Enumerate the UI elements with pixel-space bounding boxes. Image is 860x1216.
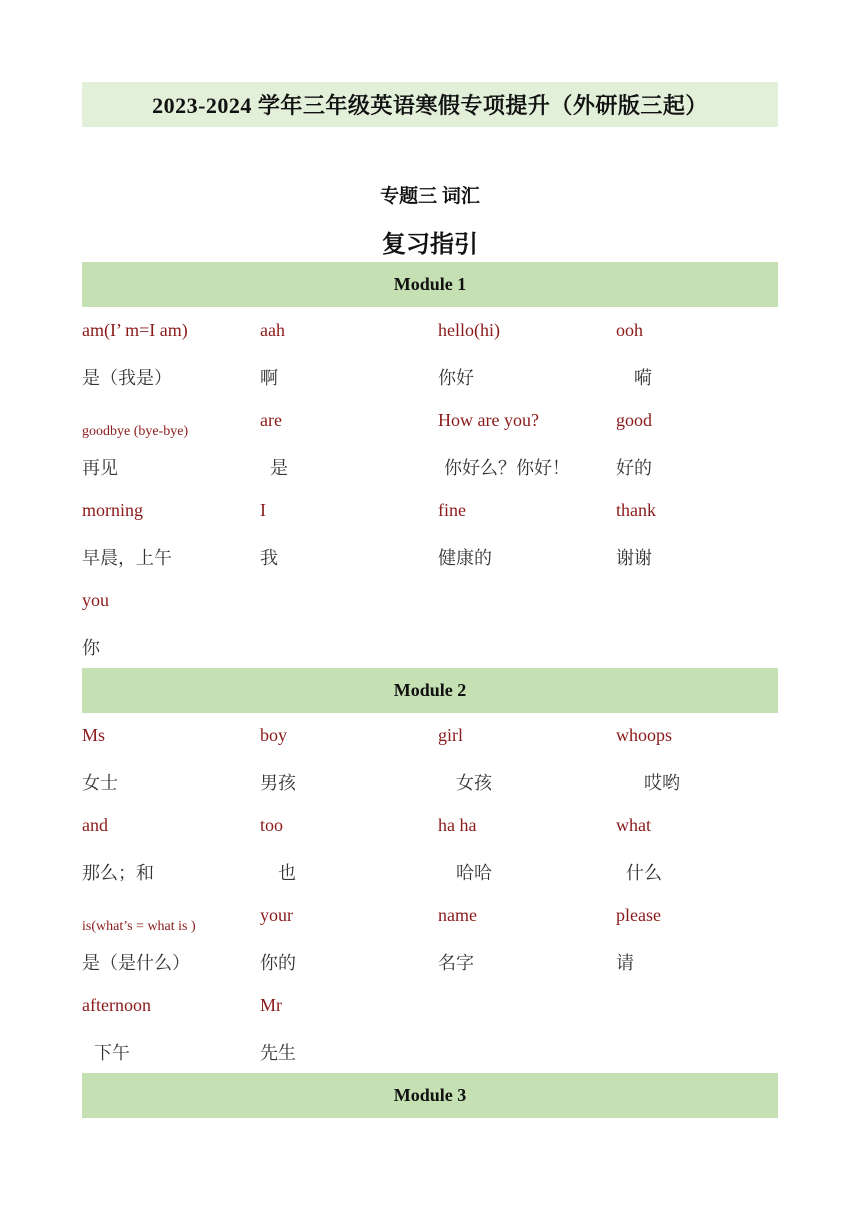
section-heading: 复习指引 xyxy=(382,230,478,258)
topic-subtitle: 专题三 词汇 xyxy=(380,186,480,207)
vocab-word: whoops xyxy=(616,725,673,745)
vocab-meaning: 你的 xyxy=(260,953,296,973)
vocab-meaning: 女孩 xyxy=(456,773,492,793)
vocab-meaning: 什么 xyxy=(626,863,662,883)
vocab-word: your xyxy=(260,905,293,925)
vocab-word: ooh xyxy=(616,320,643,340)
vocab-word: morning xyxy=(82,500,143,520)
vocab-meaning: 你好么？你好！ xyxy=(444,458,570,478)
module-header: Module 3 xyxy=(82,1073,778,1118)
vocab-word: name xyxy=(438,905,477,925)
vocab-meaning: 是（是什么） xyxy=(82,953,190,973)
vocab-word: good xyxy=(616,410,652,430)
vocab-word: and xyxy=(82,815,108,835)
vocab-word: Mr xyxy=(260,995,282,1015)
vocab-word: too xyxy=(260,815,284,835)
vocab-meaning: 是（我是） xyxy=(82,368,172,388)
vocab-meaning: 下午 xyxy=(94,1043,130,1063)
vocab-meaning: 女士 xyxy=(82,773,118,793)
vocab-word: afternoon xyxy=(82,995,151,1015)
vocab-word: fine xyxy=(438,500,466,520)
vocab-word: are xyxy=(260,410,282,430)
document-title: 2023-2024 学年三年级英语寒假专项提升（外研版三起） xyxy=(82,82,778,127)
vocab-word: goodbye (bye-bye) xyxy=(82,424,189,439)
vocab-word: ha ha xyxy=(438,815,477,835)
vocab-word: you xyxy=(82,590,109,610)
vocab-word: am(I’ m=I am) xyxy=(82,320,188,340)
vocab-word: Ms xyxy=(82,725,106,745)
vocab-word: is(what’s = what is ) xyxy=(82,919,196,934)
vocab-meaning: 你好 xyxy=(438,368,474,388)
vocab-word: I xyxy=(260,500,266,520)
vocab-meaning: 也 xyxy=(278,863,296,883)
vocab-meaning: 男孩 xyxy=(260,773,296,793)
vocab-word: girl xyxy=(438,725,463,745)
vocab-meaning: 是 xyxy=(270,458,288,478)
vocab-word: How are you? xyxy=(438,410,539,430)
vocab-meaning: 名字 xyxy=(438,953,474,973)
vocab-meaning: 你 xyxy=(82,638,100,658)
vocab-meaning: 哎哟 xyxy=(644,773,680,793)
vocab-meaning: 那么；和 xyxy=(82,863,154,883)
vocab-word: boy xyxy=(260,725,287,745)
vocab-meaning: 再见 xyxy=(82,458,118,478)
vocab-meaning: 啊 xyxy=(260,368,278,388)
vocab-meaning: 好的 xyxy=(616,458,652,478)
vocab-meaning: 哈哈 xyxy=(456,863,492,883)
vocab-word: what xyxy=(616,815,651,835)
vocab-meaning: 谢谢 xyxy=(616,548,652,568)
module-header: Module 2 xyxy=(82,668,778,713)
vocab-meaning: 我 xyxy=(260,548,278,568)
module-header: Module 1 xyxy=(82,262,778,307)
vocab-word: thank xyxy=(616,500,656,520)
vocab-word: aah xyxy=(260,320,285,340)
vocab-word: please xyxy=(616,905,661,925)
vocab-meaning: 健康的 xyxy=(438,548,492,568)
vocab-meaning: 先生 xyxy=(260,1043,296,1063)
vocab-meaning: 嗬 xyxy=(634,368,652,388)
vocab-meaning: 请 xyxy=(616,953,634,973)
vocab-meaning: 早晨，上午 xyxy=(82,548,172,568)
vocab-word: hello(hi) xyxy=(438,320,500,340)
